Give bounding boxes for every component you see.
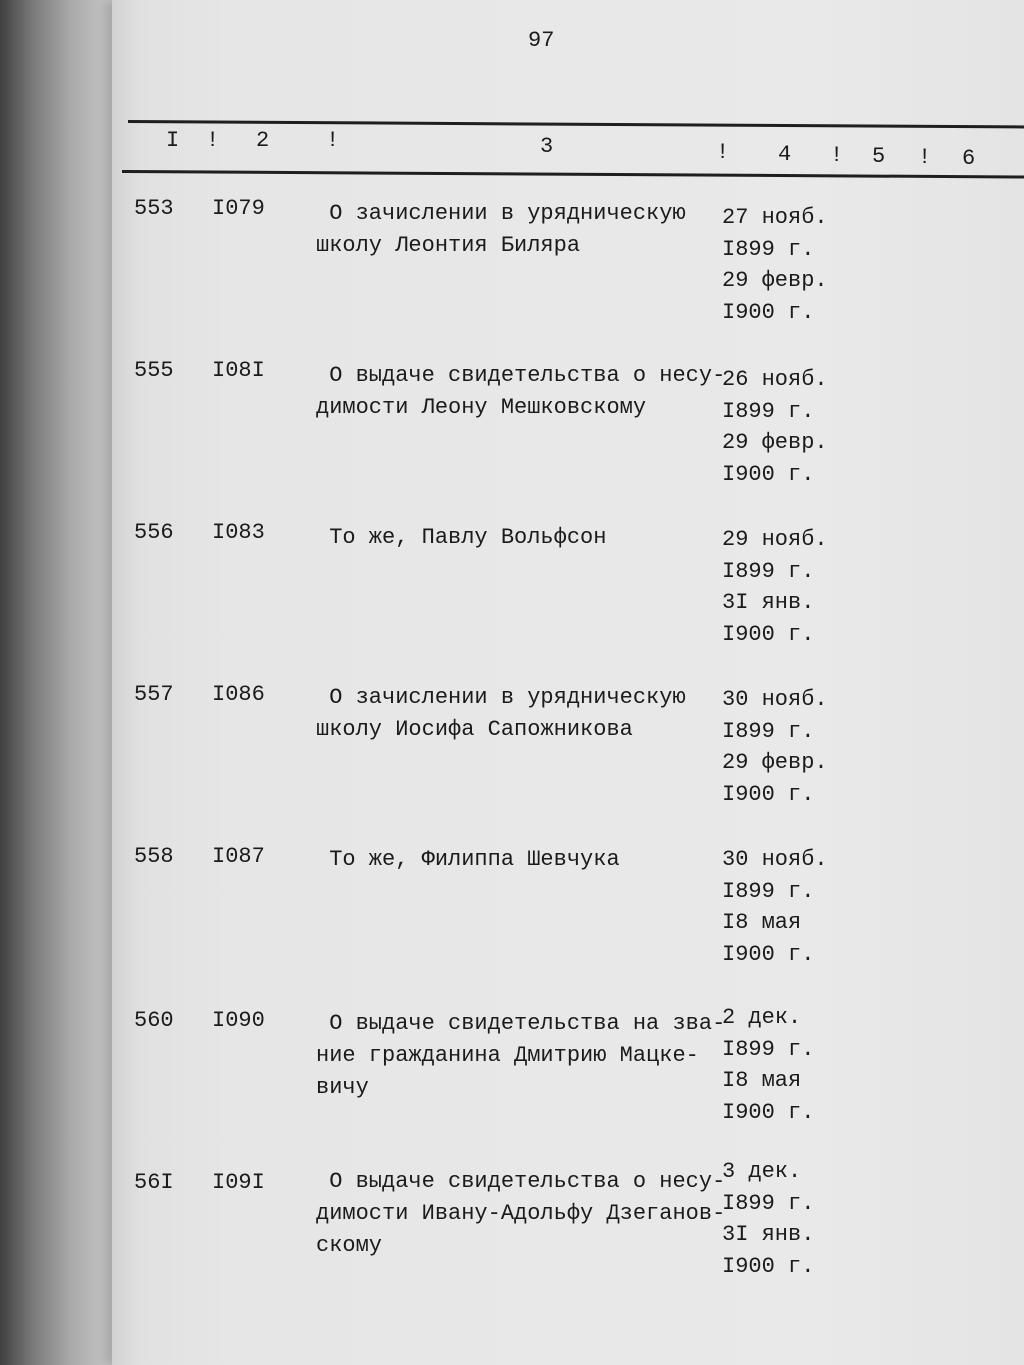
header-separator: ! bbox=[830, 143, 844, 168]
header-separator: ! bbox=[326, 128, 340, 153]
row-dates bbox=[722, 524, 842, 650]
row-number: 556 bbox=[134, 520, 174, 545]
date-end: 29 февр. bbox=[722, 750, 828, 775]
document-number: I08I bbox=[212, 358, 265, 383]
row-dates bbox=[722, 364, 842, 490]
year-end: I900 г. bbox=[722, 461, 815, 487]
row-title: То же, Павлу Вольфсон bbox=[316, 525, 607, 550]
date-end: 3I янв. bbox=[722, 590, 815, 615]
date-end: I8 мая bbox=[722, 910, 802, 935]
year-start: I899 г. bbox=[722, 558, 815, 584]
row-title: О выдаче свидетельства на зва- ние гражданина Дмитрию Мацке- вичу bbox=[316, 1011, 726, 1100]
row-title: О выдаче свидетельства о несу- димости Леону Мешковскому bbox=[316, 363, 726, 420]
date-end: 3I янв. bbox=[722, 1222, 815, 1247]
year-start: I899 г. bbox=[722, 718, 815, 744]
year-end: I900 г. bbox=[722, 1099, 815, 1125]
date-start: 3 дек. bbox=[722, 1159, 802, 1184]
row-title: О зачислении в урядническую школу Иосифа Сапожникова bbox=[316, 685, 686, 742]
document-number: I083 bbox=[212, 520, 265, 545]
document-number: I079 bbox=[212, 196, 265, 221]
year-start: I899 г. bbox=[722, 878, 815, 904]
year-end: I900 г. bbox=[722, 621, 815, 647]
row-title: О выдаче свидетельства о несу- димости Ивану-Адольфу Дзеганов- скому bbox=[316, 1169, 726, 1258]
date-start: 2 дек. bbox=[722, 1005, 802, 1030]
date-start: 30 нояб. bbox=[722, 687, 828, 712]
row-number: 553 bbox=[134, 196, 174, 221]
row-number: 555 bbox=[134, 358, 174, 383]
row-number: 557 bbox=[134, 682, 174, 707]
row-dates bbox=[722, 844, 842, 970]
header-col-2: 2 bbox=[256, 128, 270, 153]
date-start: 26 нояб. bbox=[722, 367, 828, 392]
row-number: 558 bbox=[134, 844, 174, 869]
date-start: 29 нояб. bbox=[722, 527, 828, 552]
row-dates bbox=[722, 202, 842, 328]
table-row bbox=[0, 1005, 1024, 1158]
year-start: I899 г. bbox=[722, 1190, 815, 1216]
page-number: 97 bbox=[528, 28, 555, 53]
year-start: I899 г. bbox=[722, 398, 815, 424]
row-title: То же, Филиппа Шевчука bbox=[316, 847, 620, 872]
row-title: О зачислении в урядническую школу Леонтия Биляра bbox=[316, 201, 686, 258]
row-dates bbox=[722, 684, 842, 810]
row-dates bbox=[722, 1002, 842, 1128]
date-end: I8 мая bbox=[722, 1068, 802, 1093]
year-end: I900 г. bbox=[722, 781, 815, 807]
header-col-3: 3 bbox=[540, 134, 554, 159]
header-separator: ! bbox=[206, 128, 220, 153]
table-row bbox=[0, 844, 1024, 994]
header-separator: ! bbox=[716, 140, 730, 165]
year-start: I899 г. bbox=[722, 1036, 815, 1062]
row-number: 56I bbox=[134, 1170, 174, 1195]
table-row bbox=[0, 520, 1024, 670]
header-col-1: I bbox=[166, 128, 180, 153]
table-row bbox=[0, 682, 1024, 832]
date-end: 29 февр. bbox=[722, 430, 828, 455]
date-end: 29 февр. bbox=[722, 268, 828, 293]
date-start: 27 нояб. bbox=[722, 205, 828, 230]
year-start: I899 г. bbox=[722, 236, 815, 262]
row-dates bbox=[722, 1156, 842, 1282]
document-number: I09I bbox=[212, 1170, 265, 1195]
header-col-6: 6 bbox=[962, 146, 976, 171]
header-col-5: 5 bbox=[872, 144, 886, 169]
year-end: I900 г. bbox=[722, 941, 815, 967]
table-row bbox=[0, 358, 1024, 508]
document-number: I087 bbox=[212, 844, 265, 869]
header-col-4: 4 bbox=[778, 142, 792, 167]
row-number: 560 bbox=[134, 1008, 174, 1033]
document-number: I086 bbox=[212, 682, 265, 707]
date-start: 30 нояб. bbox=[722, 847, 828, 872]
table-row bbox=[0, 196, 1024, 346]
year-end: I900 г. bbox=[722, 1253, 815, 1279]
year-end: I900 г. bbox=[722, 299, 815, 325]
header-separator: ! bbox=[918, 145, 932, 170]
table-row bbox=[0, 1159, 1024, 1320]
document-number: I090 bbox=[212, 1008, 265, 1033]
